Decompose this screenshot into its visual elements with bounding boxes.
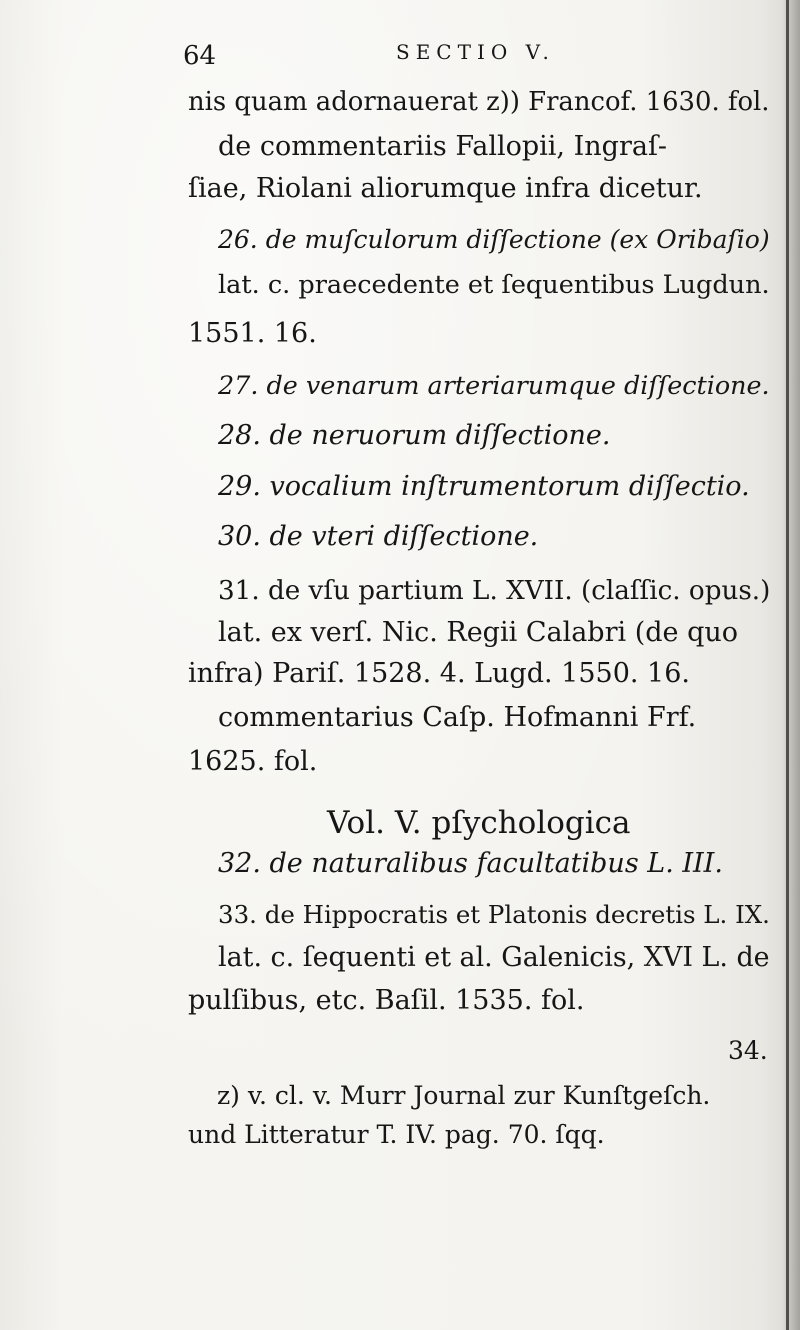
page-edge-shadow (782, 0, 800, 1330)
text-line: 28. de neruorum diſſectione. (218, 420, 611, 451)
text-line: 1551. 16. (188, 318, 317, 349)
text-line: 27. de venarum arteriarumque diſſectione. (218, 370, 770, 400)
text-line: 30. de vteri diſſectione. (218, 521, 539, 552)
text-line: lat. c. praecedente et ſequentibus Lugdun. (218, 270, 770, 300)
text-line: commentarius Caſp. Hofmanni Frf. (218, 702, 697, 733)
text-line: 29. vocalium inſtrumentorum diſſectio. (218, 471, 750, 502)
text-line: 31. de vſu partium L. XVII. (claſſic. opus.) (218, 576, 771, 606)
running-head: SECTIO V. (396, 40, 555, 64)
text-line: 32. de naturalibus facultatibus L. III. (218, 848, 723, 879)
text-line: 26. de muſculorum diſſectione (ex Oribaſio) (218, 225, 770, 254)
text-line: infra) Pariſ. 1528. 4. Lugd. 1550. 16. (188, 658, 690, 689)
text-line: nis quam adornauerat z)) Francof. 1630. fol. (188, 87, 770, 117)
catchword: 34. (728, 1036, 768, 1065)
text-line: lat. c. ſequenti et al. Galenicis, XVI L. de (218, 942, 770, 973)
text-line: pulſibus, etc. Baſil. 1535. fol. (188, 985, 585, 1016)
footnote-line: und Litteratur T. IV. pag. 70. ſqq. (188, 1120, 605, 1149)
text-line: ſiae, Riolani aliorumque infra dicetur. (188, 173, 703, 204)
page-number: 64 (183, 41, 217, 71)
text-line: de commentariis Fallopii, Ingraſ- (218, 131, 668, 162)
text-line: lat. ex verſ. Nic. Regii Calabri (de quo (218, 617, 739, 648)
section-heading: Vol. V. pſychologica (327, 805, 631, 841)
text-line: 33. de Hippocratis et Platonis decretis L. IX. (218, 900, 770, 929)
text-line: 1625. fol. (188, 746, 318, 777)
footnote-line: z) v. cl. v. Murr Journal zur Kunſtgeſch. (217, 1081, 711, 1110)
